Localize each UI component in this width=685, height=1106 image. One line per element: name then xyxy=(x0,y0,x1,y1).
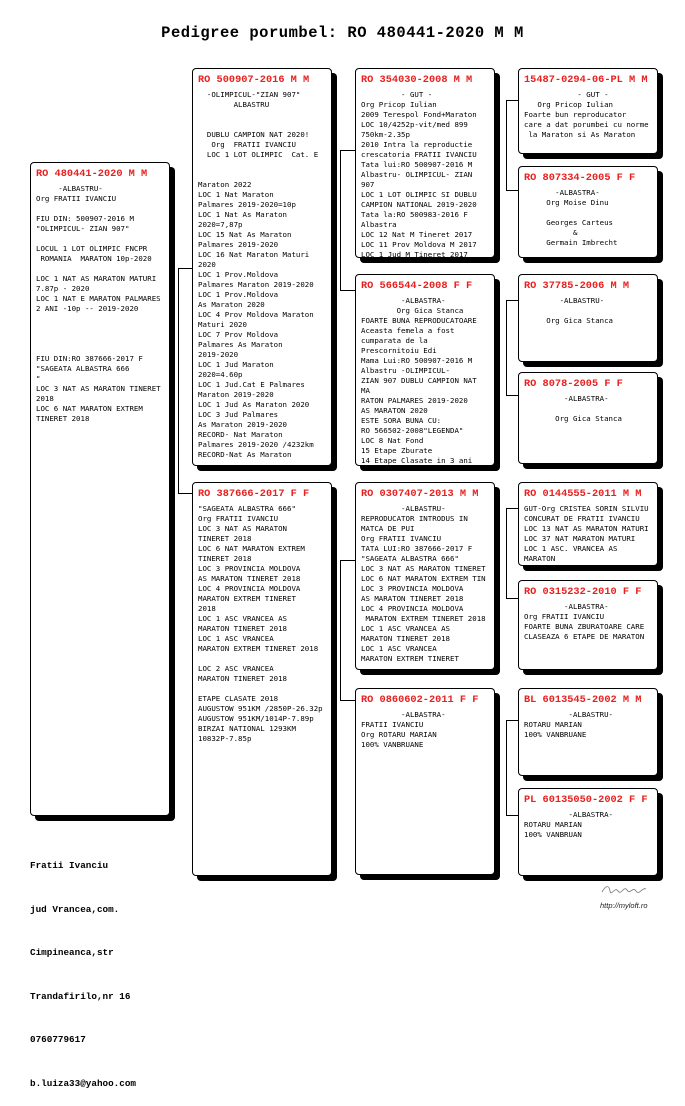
contact-line: Cimpineanca,str xyxy=(30,947,114,958)
connector-line xyxy=(340,700,355,701)
card-title: RO 387666-2017 F F xyxy=(198,488,310,500)
pedigree-card-ggp-4 xyxy=(518,372,658,464)
card-title: RO 37785-2006 M M xyxy=(524,280,630,292)
pedigree-card-subject xyxy=(30,162,170,816)
connector-line xyxy=(506,300,518,301)
pedigree-card-ggp-5 xyxy=(518,482,658,566)
connector-line xyxy=(506,190,518,191)
connector-line xyxy=(506,720,518,721)
card-title: RO 566544-2008 F F xyxy=(361,280,473,292)
contact-email: b.luiza33@yahoo.com xyxy=(30,1077,137,1089)
contact-line: Trandafirilo,nr 16 xyxy=(30,990,131,1002)
pedigree-card-sire-dam xyxy=(355,274,495,466)
pedigree-card-ggp-8 xyxy=(518,788,658,876)
connector-line xyxy=(178,493,192,494)
card-body: -ALBASTRA- Org Gica Stanca FOARTE BUNA REPRODUCATOARE Aceasta femela a fost cumparata de la Prescornitoiu Edi Mama Lui:RO 500907-2016 M Albastru -OLIMPICUL- ZIAN 907 DUBLU CAMPION NAT MA RATON PALMARES 2019-2020 AS MARATON 2020 ESTE SORA BUNA CU: RO 566502-2008"LEGENDA" LOC 8 Nat Fond 15 Etape Zburate 14 Etape Clasate in 3 ani xyxy=(361,296,477,465)
card-title: PL 60135050-2002 F F xyxy=(524,794,648,806)
connector-line xyxy=(340,290,355,291)
connector-line xyxy=(178,268,192,269)
card-body: -ALBASTRU- REPRODUCATOR INTRODUS IN MATCA DE PUI Org FRATII IVANCIU TATA LUI:RO 387666-2017 F "SAGEATA ALBASTRA 666" LOC 3 NAT AS MARATON TINERET LOC 6 NAT MARATON EXTREM TIN LOC 3 PROVINCIA MOLDOVA AS MARATON TINERET 2018 LOC 4 PROVINCIA MOLDOVA MARATON EXTREM TINERET 2018 LOC 1 ASC VRANCEA AS MARATON TINERET 2018 LOC 1 ASC VRANCEA MARATON EXTREM TINERET xyxy=(361,504,486,663)
signature-icon xyxy=(600,883,648,895)
card-body: -ALBASTRU- Org FRATII IVANCIU FIU DIN: 500907-2016 M "OLIMPICUL- ZIAN 907" LOCUL 1 LOT OLIMPIC FNCPR ROMANIA MARATON 10p-2020 LOC 1 NAT AS MARATON MATURI 7.87p - 2020 LOC 1 NAT E MARATON PALMARES 2 ANI -10p -- 2019-2020 FIU DIN:RO 387666-2017 F "SAGEATA ALBASTRA 666 " LOC 3 NAT AS MARATON TINERET 2018 LOC 6 NAT MARATON EXTREM TINERET 2018 xyxy=(36,184,161,423)
pedigree-card-ggp-1 xyxy=(518,68,658,154)
pedigree-card-ggp-2 xyxy=(518,166,658,258)
pedigree-card-dam-dam xyxy=(355,688,495,875)
card-body: -ALBASTRU- Org Gica Stanca xyxy=(546,296,613,325)
logo-url: http://myloft.ro xyxy=(600,901,648,910)
pedigree-card-sire xyxy=(192,68,332,466)
pedigree-card-ggp-6 xyxy=(518,580,658,670)
card-body: - GUT - Org Pricop Iulian Foarte bun reproducator care a dat porumbei cu norme la Maraton si As Maraton xyxy=(524,90,649,139)
myloft-logo xyxy=(600,880,660,910)
card-title: RO 0315232-2010 F F xyxy=(524,586,642,598)
contact-line: Fratii Ivanciu xyxy=(30,860,109,871)
card-body: -ALBASTRA- ROTARU MARIAN 100% VANBRUAN xyxy=(524,810,613,839)
card-body: -ALBASTRA- Org Moise Dinu Georges Carteus & Germain Imbrecht xyxy=(546,188,618,247)
card-body: -OLIMPICUL-"ZIAN 907" ALBASTRU DUBLU CAMPION NAT 2020! Org FRATII IVANCIU LOC 1 LOT OLIMPIC Cat. E Maraton 2022 LOC 1 Nat Maraton Palmares 2019-2020=10p LOC 1 Nat As Maraton 2020=7,87p LOC 15 Nat As Maraton Palmares 2019-2020 LOC 16 Nat Maraton Maturi 2020 LOC 1 Prov.Moldova Palmares Maraton 2019-2020 LOC 1 Prov.Moldova As Maraton 2020 LOC 4 Prov Moldova Maraton Maturi 2020 LOC 7 Prov Moldova Palmares As Maraton 2019-2020 LOC 1 Jud Maraton 2020=4.60p LOC 1 Jud.Cat E Palmares Maraton 2019-2020 LOC 1 Jud As Maraton 2020 LOC 3 Jud Palmares As Maraton 2019-2020 RECORD- Nat Maraton Palmares 2019-2020 /4232km RECORD-Nat As Maraton xyxy=(198,90,319,459)
connector-line xyxy=(178,268,179,493)
card-title: 15487-0294-06-PL M M xyxy=(524,74,648,86)
connector-line xyxy=(506,300,507,395)
card-body: -ALBASTRA- Org FRATII IVANCIU FOARTE BUNA ZBURATOARE CARE CLASEAZA 6 ETAPE DE MARATON xyxy=(524,602,645,641)
pedigree-card-sire-sire xyxy=(355,68,495,258)
pedigree-card-dam-sire xyxy=(355,482,495,670)
connector-line xyxy=(506,100,518,101)
card-title: RO 500907-2016 M M xyxy=(198,74,310,86)
connector-line xyxy=(340,560,341,700)
pedigree-card-ggp-3 xyxy=(518,274,658,362)
card-title: RO 8078-2005 F F xyxy=(524,378,623,390)
contact-phone: 0760779617 xyxy=(30,1034,86,1045)
connector-line xyxy=(506,100,507,190)
connector-line xyxy=(340,560,355,561)
card-body: -ALBASTRA- Org Gica Stanca xyxy=(555,394,622,423)
connector-line xyxy=(340,150,341,290)
card-title: RO 0307407-2013 M M xyxy=(361,488,479,500)
card-title: RO 807334-2005 F F xyxy=(524,172,636,184)
card-body: "SAGEATA ALBASTRA 666" Org FRATII IVANCIU LOC 3 NAT AS MARATON TINERET 2018 LOC 6 NAT MARATON EXTREM TINERET 2018 LOC 3 PROVINCIA MOLDOVA AS MARATON TINERET 2018 LOC 4 PROVINCIA MOLDOVA MARATON EXTREM TINERET 2018 LOC 1 ASC VRANCEA AS MARATON TINERET 2018 LOC 1 ASC VRANCEA MARATON EXTREM TINERET 2018 LOC 2 ASC VRANCEA MARATON TINERET 2018 ETAPE CLASATE 2018 AUGUSTOW 951KM /2850P-26.32p AUGUSTOW 951KM/1014P-7.89p BIRZAI NATIONAL 1293KM 10832P-7.85p xyxy=(198,504,323,743)
connector-line xyxy=(340,150,355,151)
page-title: Pedigree porumbel: RO 480441-2020 M M xyxy=(161,24,524,42)
card-title: RO 0860602-2011 F F xyxy=(361,694,479,706)
connector-line xyxy=(506,720,507,815)
card-title: RO 354030-2008 M M xyxy=(361,74,473,86)
connector-line xyxy=(506,395,518,396)
connector-line xyxy=(506,508,507,598)
card-body: - GUT - Org Pricop Iulian 2009 Terespol Fond+Maraton LOC 10/4252p-vit/med 899 750km-2.35p 2010 Intra la reproductie crescatoria FRATII IVANCIU Tata lui:RO 500907-2016 M Albastru- OLIMPICUL- ZIAN 907 LOC 1 LOT OLIMPIC SI DUBLU CAMPION NATIONAL 2019-2020 Tata la:RO 500983-2016 F Albastra LOC 12 Nat M Tineret 2017 LOC 11 Prov Moldova M 2017 LOC 1 Jud M Tineret 2017 xyxy=(361,90,477,258)
card-body: -ALBASTRU- ROTARU MARIAN 100% VANBRUANE xyxy=(524,710,613,739)
card-title: RO 0144555-2011 M M xyxy=(524,488,642,500)
contact-line: jud Vrancea,com. xyxy=(30,903,120,915)
card-title: RO 480441-2020 M M xyxy=(36,168,148,180)
card-body: GUT-Org CRISTEA SORIN SILVIU CONCURAT DE FRATII IVANCIU LOC 13 NAT AS MARATON MATURI LOC 37 NAT MARATON MATURI LOC 1 ASC. VRANCEA AS MARATON xyxy=(524,504,649,563)
card-title: BL 6013545-2002 M M xyxy=(524,694,642,706)
pedigree-card-ggp-7 xyxy=(518,688,658,776)
connector-line xyxy=(506,598,518,599)
connector-line xyxy=(506,815,518,816)
connector-line xyxy=(506,508,518,509)
pedigree-card-dam xyxy=(192,482,332,876)
card-body: -ALBASTRA- FRATII IVANCIU Org ROTARU MARIAN 100% VANBRUANE xyxy=(361,710,446,749)
